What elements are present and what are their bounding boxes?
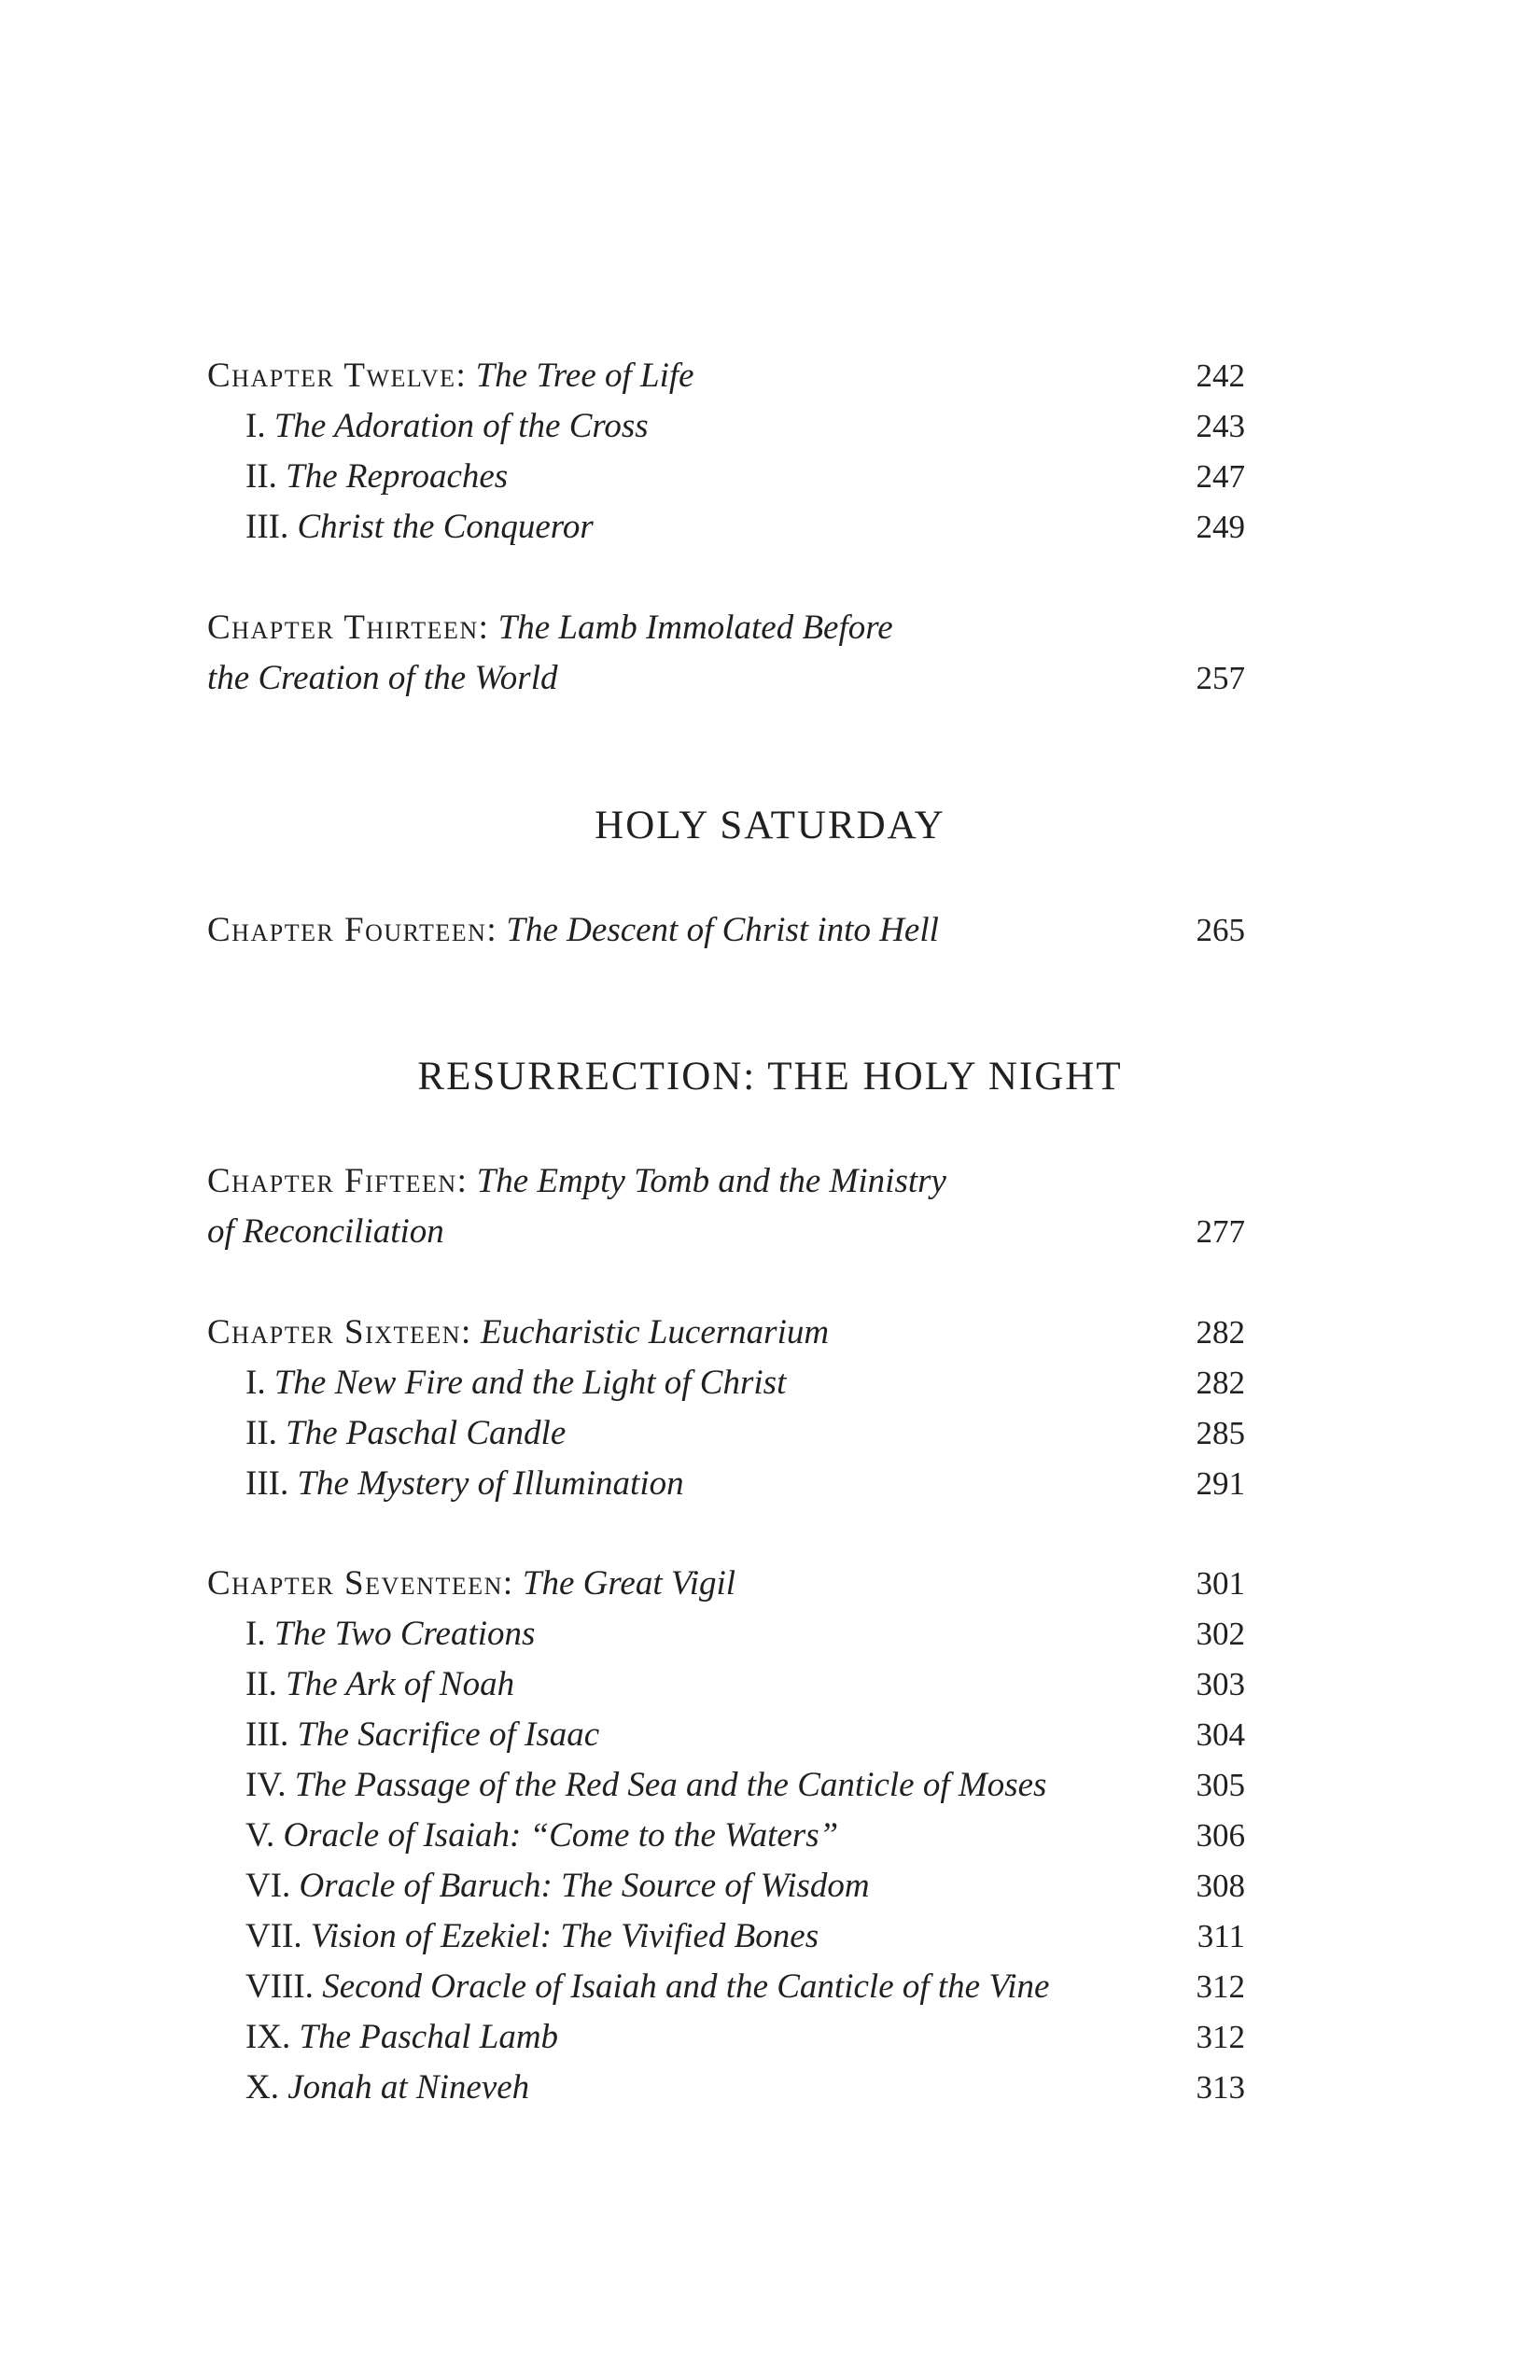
section-number: III. [245, 1464, 289, 1503]
toc-section [245, 1408, 1245, 1459]
part-heading-resurrection: RESURRECTION: THE HOLY NIGHT [417, 1055, 1123, 1099]
toc-section [245, 1811, 1245, 1861]
toc-section [245, 2012, 1245, 2063]
toc-entry-chapter-sixteen [207, 1308, 1245, 1358]
chapter-title: The Tree of Life [475, 357, 694, 395]
toc-section [245, 401, 1245, 452]
chapter-title-line-1: The Empty Tomb and the Ministry [476, 1162, 946, 1200]
page-number: 282 [1196, 1314, 1245, 1351]
page-number: 243 [1196, 408, 1245, 444]
page-number: 303 [1196, 1666, 1245, 1702]
section-title: Second Oracle of Isaiah and the Canticle of the Vine [322, 1967, 1050, 2006]
section-title: The Adoration of the Cross [273, 407, 649, 445]
section-number: V. [245, 1816, 275, 1855]
page-number: 305 [1196, 1767, 1245, 1803]
toc-entry-chapter-fifteen [207, 1156, 1245, 1207]
section-title: The Paschal Lamb [299, 2018, 559, 2056]
section-title: The Reproaches [286, 457, 509, 496]
section-number: III. [245, 508, 289, 546]
page-number: 301 [1196, 1565, 1245, 1602]
section-title: The Two Creations [273, 1615, 536, 1653]
page-number: 277 [1196, 1213, 1245, 1250]
page-number: 265 [1196, 912, 1245, 948]
page-number: 313 [1196, 2069, 1245, 2106]
toc-entry-chapter-twelve [207, 351, 1245, 401]
section-title: Oracle of Isaiah: “Come to the Waters” [283, 1816, 839, 1855]
chapter-label: Chapter Fourteen: [207, 911, 498, 949]
section-number: VII. [245, 1917, 302, 1955]
page-number: 302 [1196, 1616, 1245, 1652]
section-number: I. [245, 407, 266, 445]
toc-entry-continuation [207, 1207, 1245, 1257]
section-number: II. [245, 1665, 277, 1703]
section-number: II. [245, 1414, 277, 1452]
toc-section [245, 1459, 1245, 1509]
section-title: Vision of Ezekiel: The Vivified Bones [310, 1917, 819, 1955]
page-number: 257 [1196, 660, 1245, 696]
section-title: The New Fire and the Light of Christ [273, 1364, 787, 1402]
page-number: 291 [1196, 1465, 1245, 1502]
page-number: 308 [1196, 1868, 1245, 1904]
toc-section [245, 452, 1245, 502]
chapter-label: Chapter Seventeen: [207, 1564, 514, 1603]
page-number: 242 [1196, 357, 1245, 394]
toc-entry-continuation [207, 653, 1245, 704]
section-number: I. [245, 1364, 266, 1402]
section-title: The Paschal Candle [286, 1414, 567, 1452]
toc-section [245, 1710, 1245, 1760]
page-number: 282 [1196, 1365, 1245, 1401]
page-number: 249 [1196, 509, 1245, 545]
toc-section [245, 1911, 1245, 1962]
chapter-label: Chapter Twelve: [207, 357, 468, 395]
toc-section [245, 1861, 1245, 1911]
section-number: IX. [245, 2018, 291, 2056]
section-title: Jonah at Nineveh [287, 2068, 530, 2107]
section-number: IV. [245, 1766, 287, 1804]
page-number: 304 [1196, 1716, 1245, 1753]
toc-section [245, 2063, 1245, 2113]
chapter-title: The Descent of Christ into Hell [506, 911, 939, 949]
section-title: The Ark of Noah [286, 1665, 515, 1703]
toc-section [245, 1358, 1245, 1408]
chapter-title-line-1: The Lamb Immolated Before [497, 609, 893, 647]
toc-section [245, 1609, 1245, 1659]
section-number: II. [245, 457, 277, 496]
toc-section [245, 502, 1245, 553]
section-title: The Passage of the Red Sea and the Canticle of Moses [294, 1766, 1047, 1804]
section-title: Oracle of Baruch: The Source of Wisdom [299, 1867, 870, 1905]
chapter-title: Eucharistic Lucernarium [481, 1313, 830, 1351]
toc-section [245, 1760, 1245, 1811]
page-number: 306 [1196, 1817, 1245, 1854]
chapter-title-line-2: the Creation of the World [207, 659, 558, 697]
chapter-label: Chapter Thirteen: [207, 609, 490, 647]
section-number: III. [245, 1715, 289, 1754]
toc-entry-chapter-fourteen [207, 905, 1245, 956]
section-title: Christ the Conqueror [297, 508, 594, 546]
page-number: 285 [1196, 1415, 1245, 1451]
page-number: 311 [1197, 1918, 1245, 1954]
page-number: 312 [1196, 2019, 1245, 2055]
chapter-title: The Great Vigil [522, 1564, 736, 1603]
toc-entry-chapter-seventeen [207, 1559, 1245, 1609]
section-number: VI. [245, 1867, 291, 1905]
section-number: I. [245, 1615, 266, 1653]
toc-section [245, 1659, 1245, 1710]
toc-section [245, 1962, 1245, 2012]
section-number: X. [245, 2068, 279, 2107]
chapter-label: Chapter Fifteen: [207, 1162, 469, 1200]
page-number: 247 [1196, 458, 1245, 495]
chapter-title-line-2: of Reconciliation [207, 1212, 444, 1251]
section-title: The Mystery of Illumination [297, 1464, 684, 1503]
page-number: 312 [1196, 1968, 1245, 2005]
section-number: VIII. [245, 1967, 314, 2006]
chapter-label: Chapter Sixteen: [207, 1313, 472, 1351]
toc-entry-chapter-thirteen [207, 603, 1245, 653]
section-title: The Sacrifice of Isaac [297, 1715, 600, 1754]
part-heading-holy-saturday: HOLY SATURDAY [595, 804, 945, 847]
